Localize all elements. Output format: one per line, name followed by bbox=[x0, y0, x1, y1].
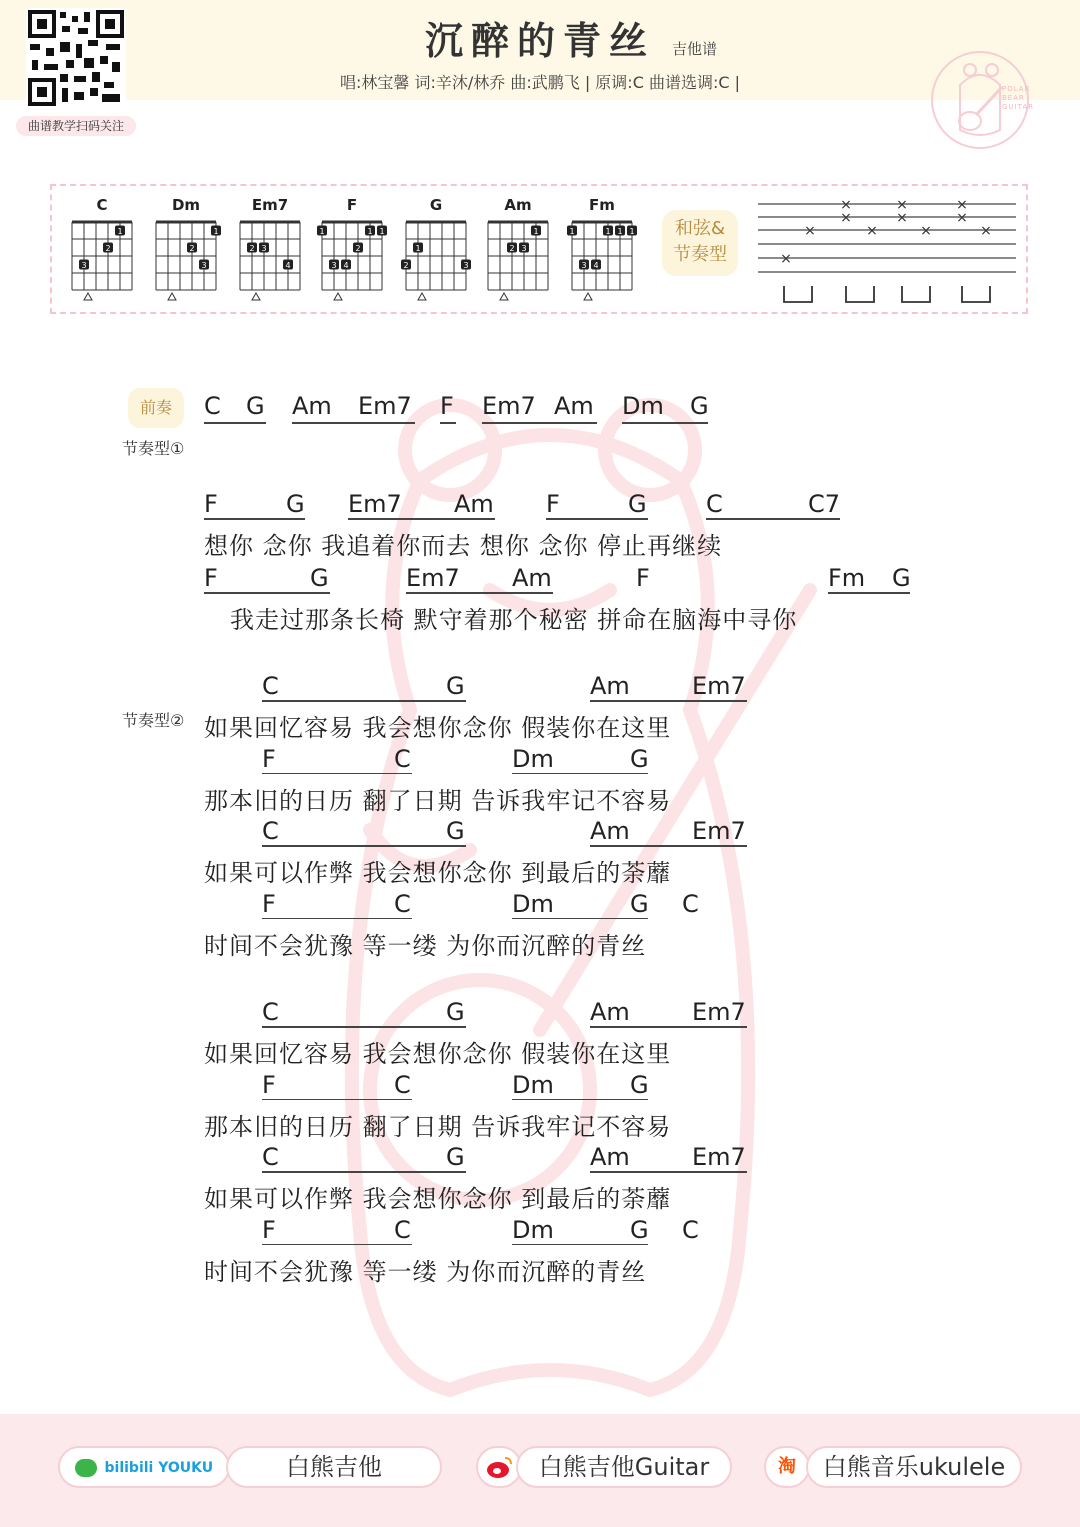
verse-chord: G bbox=[628, 490, 647, 518]
chord-bar-underline bbox=[204, 518, 305, 520]
chord-bar-underline bbox=[262, 918, 412, 920]
chord-bar-underline bbox=[590, 845, 747, 847]
finger-number: 2 bbox=[355, 244, 361, 253]
root-marker bbox=[334, 293, 342, 300]
beam bbox=[846, 286, 874, 302]
chord-bar-underline bbox=[262, 1244, 412, 1246]
chord-bar-underline bbox=[512, 773, 648, 775]
chorus2-chord: G bbox=[446, 1143, 465, 1171]
chorus2-lyric: 如果回忆容易 我会想你念你 假装你在这里 bbox=[204, 1040, 672, 1068]
finger-number: 3 bbox=[81, 261, 87, 270]
chord-diagram-g bbox=[400, 194, 484, 304]
intro-chord: F bbox=[440, 392, 454, 420]
finger-number: 2 bbox=[403, 261, 409, 270]
chord-bar-underline bbox=[262, 1099, 412, 1101]
strum-x: × bbox=[896, 210, 908, 226]
chorus1-chord: C bbox=[682, 889, 699, 918]
chorus1-lyric: 那本旧的日历 翻了日期 告诉我牢记不容易 bbox=[204, 786, 672, 815]
chorus1-chord: G bbox=[630, 889, 649, 918]
strum-x: × bbox=[840, 197, 852, 213]
chorus2-lyric: 那本旧的日历 翻了日期 告诉我牢记不容易 bbox=[204, 1112, 672, 1141]
finger-number: 1 bbox=[533, 227, 539, 236]
strum-x: × bbox=[804, 223, 816, 239]
beam bbox=[962, 286, 990, 302]
chord-bar-underline bbox=[482, 422, 597, 424]
verse-chord: C bbox=[706, 490, 723, 518]
chorus1-chord: G bbox=[446, 672, 465, 700]
chorus2-chord: C bbox=[394, 1215, 411, 1244]
brand-pill-3[interactable]: 白熊音乐ukulele bbox=[806, 1446, 1022, 1488]
rhythm-mark-1: 节奏型① bbox=[122, 439, 185, 458]
verse-chord: Am bbox=[454, 490, 494, 518]
chorus1-chord: Dm bbox=[512, 889, 554, 918]
chorus2-chord: G bbox=[446, 998, 465, 1026]
beam bbox=[902, 286, 930, 302]
root-marker bbox=[252, 293, 260, 300]
chord-name: C bbox=[96, 196, 108, 214]
intro-chord: G bbox=[690, 392, 709, 420]
finger-number: 2 bbox=[509, 244, 515, 253]
strum-pattern bbox=[756, 194, 1018, 309]
intro-chord: G bbox=[246, 392, 265, 420]
finger-number: 1 bbox=[415, 244, 421, 253]
chord-bar-underline bbox=[262, 845, 466, 847]
root-marker bbox=[500, 293, 508, 300]
chord-bar-underline bbox=[262, 773, 412, 775]
chorus1-chord: C bbox=[394, 744, 411, 773]
finger-number: 1 bbox=[605, 227, 611, 236]
wechat-icon bbox=[75, 1459, 97, 1477]
finger-number: 3 bbox=[463, 261, 469, 270]
finger-number: 3 bbox=[201, 261, 207, 270]
chorus1-chord: F bbox=[262, 889, 276, 918]
chorus1-chord: Am bbox=[590, 672, 630, 700]
finger-number: 4 bbox=[343, 261, 349, 270]
chorus1-chord: Am bbox=[590, 817, 630, 845]
finger-number: 2 bbox=[105, 244, 111, 253]
chord-diagram-em7 bbox=[234, 194, 318, 304]
chorus2-chord: G bbox=[630, 1215, 649, 1244]
chord-diagram-am bbox=[482, 194, 566, 304]
verse-chord: G bbox=[286, 490, 305, 518]
chord-diagram-dm bbox=[150, 194, 234, 304]
chorus1-chord: Dm bbox=[512, 744, 554, 773]
finger-number: 3 bbox=[331, 261, 337, 270]
finger-number: 4 bbox=[285, 261, 291, 270]
chord-name: Dm bbox=[171, 196, 201, 214]
chorus1-chord: G bbox=[446, 817, 465, 845]
chord-bar-underline bbox=[348, 518, 495, 520]
verse-chord: Em7 bbox=[406, 564, 460, 592]
chord-name: Am bbox=[504, 196, 532, 214]
strum-x: × bbox=[980, 223, 992, 239]
chord-bar-underline bbox=[204, 422, 266, 424]
video-sites-text: bilibili YOUKU bbox=[104, 1460, 214, 1476]
strum-x: × bbox=[920, 223, 932, 239]
chorus1-lyric: 时间不会犹豫 等一缕 为你而沉醉的青丝 bbox=[204, 931, 647, 960]
chorus1-chord: F bbox=[262, 744, 276, 773]
intro-chord: Em7 bbox=[358, 392, 412, 420]
verse-chord: G bbox=[892, 564, 911, 592]
chord-bar-underline bbox=[204, 592, 330, 594]
verse-chord: Am bbox=[512, 564, 552, 592]
chorus2-chord: Am bbox=[590, 998, 630, 1026]
chord-name: G bbox=[429, 196, 443, 214]
verse-lyric: 想你 念你 我追着你而去 想你 念你 停止再继续 bbox=[204, 532, 723, 560]
chord-name: Fm bbox=[589, 196, 615, 214]
chorus1-chord: Em7 bbox=[692, 817, 746, 845]
chord-bar-underline bbox=[828, 592, 910, 594]
verse-chord: F bbox=[546, 490, 560, 518]
chorus2-chord: C bbox=[394, 1070, 411, 1099]
strum-x: × bbox=[956, 197, 968, 213]
finger-number: 1 bbox=[367, 227, 373, 236]
strum-x: × bbox=[840, 210, 852, 226]
chorus2-chord: F bbox=[262, 1070, 276, 1099]
chord-bar-underline bbox=[262, 700, 466, 702]
verse-chord: F bbox=[636, 564, 650, 592]
chord-bar-underline bbox=[292, 422, 415, 424]
chord-name: Em7 bbox=[251, 196, 289, 214]
chorus2-lyric: 如果可以作弊 我会想你念你 到最后的荼蘼 bbox=[204, 1185, 672, 1213]
chord-bar-underline bbox=[590, 700, 747, 702]
intro-chord: C bbox=[204, 392, 221, 420]
song-subtitle: 吉他谱 bbox=[672, 40, 718, 58]
root-marker bbox=[84, 293, 92, 300]
finger-number: 1 bbox=[379, 227, 385, 236]
chord-bar-underline bbox=[590, 1026, 747, 1028]
chord-bar-underline bbox=[590, 1171, 747, 1173]
finger-number: 1 bbox=[213, 227, 219, 236]
chorus2-lyric: 时间不会犹豫 等一缕 为你而沉醉的青丝 bbox=[204, 1257, 647, 1286]
root-marker bbox=[584, 293, 592, 300]
chorus2-chord: Dm bbox=[512, 1070, 554, 1099]
finger-number: 1 bbox=[629, 227, 635, 236]
chord-bar-underline bbox=[406, 592, 553, 594]
beam bbox=[784, 286, 812, 302]
finger-number: 1 bbox=[569, 227, 575, 236]
root-marker bbox=[168, 293, 176, 300]
taobao-icon[interactable]: 淘 bbox=[764, 1446, 810, 1488]
finger-number: 3 bbox=[521, 244, 527, 253]
intro-chord: Am bbox=[292, 392, 332, 420]
finger-number: 3 bbox=[261, 244, 267, 253]
chorus2-chord: G bbox=[630, 1070, 649, 1099]
chorus1-chord: G bbox=[630, 744, 649, 773]
chorus1-lyric: 如果可以作弊 我会想你念你 到最后的荼蘼 bbox=[204, 859, 672, 887]
chorus2-chord: C bbox=[682, 1215, 699, 1244]
strum-x: × bbox=[866, 223, 878, 239]
chord-diagram-c bbox=[66, 194, 150, 304]
song-title: 沉醉的青丝 bbox=[424, 19, 655, 63]
chorus1-lyric: 如果回忆容易 我会想你念你 假装你在这里 bbox=[204, 714, 672, 742]
verse-chord: G bbox=[310, 564, 329, 592]
chorus2-chord: C bbox=[262, 1143, 279, 1171]
finger-number: 2 bbox=[249, 244, 255, 253]
intro-chord: Em7 bbox=[482, 392, 536, 420]
intro-chord: Dm bbox=[622, 392, 664, 420]
rhythm-label-line1: 和弦& bbox=[674, 218, 726, 239]
brand-pill-1[interactable]: 白熊吉他 bbox=[226, 1446, 442, 1488]
verse-chord: Fm bbox=[828, 564, 866, 592]
chord-diagram-f bbox=[316, 194, 400, 304]
strum-x: × bbox=[956, 210, 968, 226]
verse-chord: F bbox=[204, 564, 218, 592]
strum-x: × bbox=[896, 197, 908, 213]
finger-number: 1 bbox=[617, 227, 623, 236]
chorus2-chord: F bbox=[262, 1215, 276, 1244]
chord-bar-underline bbox=[546, 518, 648, 520]
strum-x: × bbox=[780, 251, 792, 267]
finger-number: 2 bbox=[189, 244, 195, 253]
finger-number: 1 bbox=[117, 227, 123, 236]
chord-name: F bbox=[346, 196, 358, 214]
chord-bar-underline bbox=[262, 1026, 466, 1028]
brand-pill-2[interactable]: 白熊吉他Guitar bbox=[516, 1446, 732, 1488]
root-marker bbox=[418, 293, 426, 300]
chorus2-chord: Em7 bbox=[692, 998, 746, 1026]
polar-bear-logo bbox=[930, 35, 1034, 163]
song-credits: 唱:林宝馨 词:辛沐/林乔 曲:武鹏飞 | 原调:C 曲谱选调:C | bbox=[340, 73, 740, 92]
rhythm-label-line2: 节奏型 bbox=[673, 244, 727, 265]
rhythm-mark-2: 节奏型② bbox=[122, 711, 185, 730]
logo-text: POLAR BEAR GUITAR bbox=[1002, 85, 1034, 111]
intro-badge: 前奏 bbox=[128, 388, 184, 428]
chord-bar-underline bbox=[512, 1099, 648, 1101]
chorus2-chord: Em7 bbox=[692, 1143, 746, 1171]
chord-bar-underline bbox=[440, 422, 456, 424]
finger-number: 1 bbox=[319, 227, 325, 236]
chord-bar-underline bbox=[512, 1244, 648, 1246]
finger-number: 4 bbox=[593, 261, 599, 270]
chorus2-chord: C bbox=[262, 998, 279, 1026]
intro-chord: Am bbox=[554, 392, 594, 420]
verse-chord: F bbox=[204, 490, 218, 518]
chord-bar-underline bbox=[706, 518, 840, 520]
chord-bar-underline bbox=[512, 918, 648, 920]
chorus2-chord: Am bbox=[590, 1143, 630, 1171]
chord-bar-underline bbox=[622, 422, 708, 424]
qr-caption: 曲谱教学扫码关注 bbox=[16, 116, 136, 136]
video-sites-badge[interactable] bbox=[58, 1446, 230, 1488]
chord-diagram-fm bbox=[566, 194, 650, 304]
chorus1-chord: C bbox=[262, 672, 279, 700]
chord-bar-underline bbox=[262, 1171, 466, 1173]
rhythm-label bbox=[662, 210, 738, 276]
chorus1-chord: Em7 bbox=[692, 672, 746, 700]
finger-number: 3 bbox=[581, 261, 587, 270]
verse-lyric: 我走过那条长椅 默守着那个秘密 拼命在脑海中寻你 bbox=[230, 606, 798, 634]
verse-chord: Em7 bbox=[348, 490, 402, 518]
chorus1-chord: C bbox=[262, 817, 279, 845]
verse-chord: C7 bbox=[808, 490, 841, 518]
chorus2-chord: Dm bbox=[512, 1215, 554, 1244]
chorus1-chord: C bbox=[394, 889, 411, 918]
